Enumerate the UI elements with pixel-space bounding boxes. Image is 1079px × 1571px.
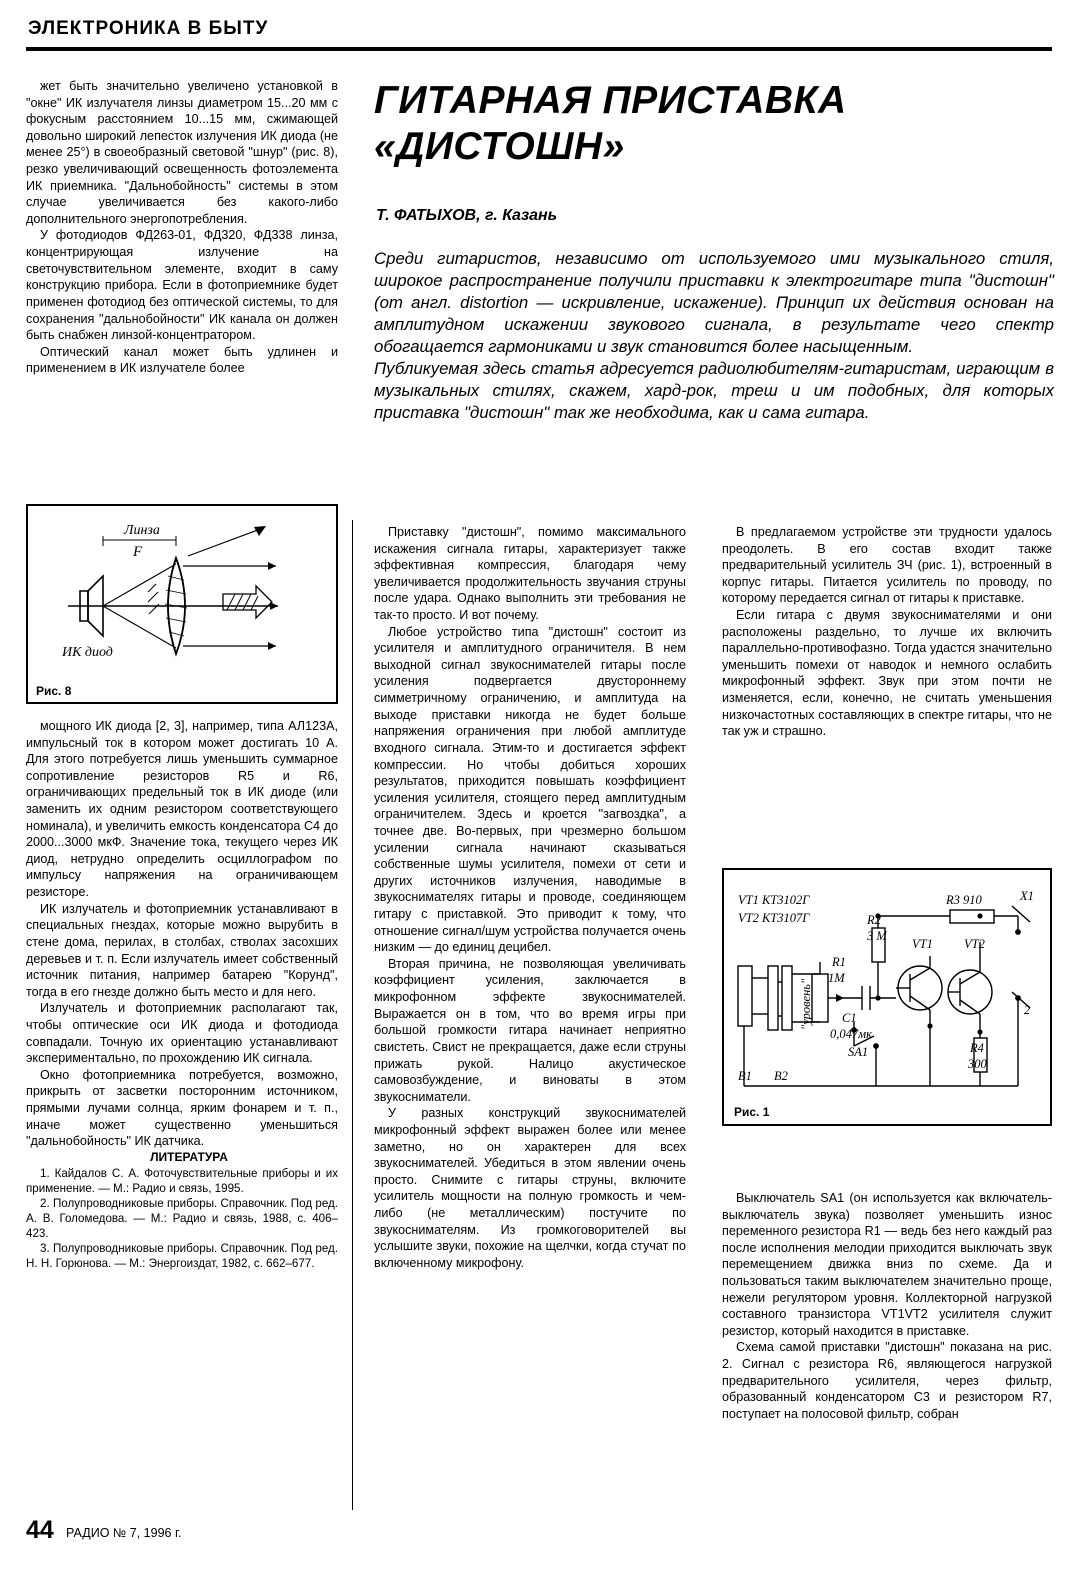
paragraph: У фотодиодов ФД263-01, ФД320, ФД338 линза, концентрирующая излучение на светочувствительном элементе, входит в саму конструкцию прибора. Если в фотоприемнике будет применен фотодиод без оптической системы, то для сохранения "дальнобойности" ИК канала он должен быть снабжен линзой-концентратором.	[26, 228, 338, 343]
column-one-top	[26, 78, 338, 377]
paragraph: Окно фотоприемника потребуется, возможно, прикрыть от засветки посторонним источником, прямыми лучами солнца, ярким фонарем и т. п., иначе может существенно уменьшиться "дальнобойность" ИК датчика.	[26, 1067, 338, 1149]
figure-8-caption: Рис. 8	[36, 684, 72, 698]
paragraph: жет быть значительно увеличено установкой в "окне" ИК излучателя линзы диаметром 15...20 мм с фокусным расстоянием 10...15 мм, сжимающей довольно широкий лепесток излучения ИК диода (не менее 25°) в своеобразный световой "шнур" (рис. 8), резко увеличивающий освещенность фотоэлемента ИК приемника. "Дальнобойность" системы в этом случае увеличивается без какого-либо дополнительного энергопотребления.	[26, 79, 338, 226]
figure-1-label-vt2-symbol: VT2	[964, 937, 985, 951]
literature-item: 3. Полупроводниковые приборы. Справочник. Под ред. Н. Н. Горюнова. — М.: Энергоиздат, 1982, с. 662–677.	[26, 1241, 338, 1271]
paragraph: Приставку "дистошн", помимо максимального искажения сигнала гитары, характеризует также эффективная компрессия, благодаря чему увеличивается продолжительность звучания струны после удара. Однако выполнить эти требования не так-то просто. И вот почему.	[374, 525, 686, 623]
figure-8-focus-label: F	[133, 544, 143, 560]
figure-1-label-b1: B1	[738, 1069, 752, 1083]
figure-1-schematic	[724, 870, 1050, 1124]
figure-1-label-r1: R1	[832, 955, 846, 969]
paragraph: Схема самой приставки "дистошн" показана на рис. 2. Сигнал с резистора R6, являющегося нагрузкой предварительного усилителя, через фильтр, образованный конденсатором С3 и резистором R7, поступает на полосовой фильтр, собран	[722, 1340, 1052, 1421]
column-one-bottom	[26, 718, 338, 1271]
column-three-top	[722, 524, 1052, 740]
figure-8-drawing	[28, 506, 336, 702]
page-number: 44	[26, 1516, 54, 1544]
paragraph: Выключатель SA1 (он используется как включатель-выключатель звука) позволяет уменьшить износ переменного резистора R1 — ведь без него каждый раз после исполнения мелодии приходится выключать звук перемещением движка вниз по схеме. Да и пользоваться таким выключателем значительно проще, нежели регулятором уровня. Коллекторной нагрузкой составного транзистора VT1VT2 усилителя служит резистор, который находится в приставке.	[722, 1191, 1052, 1338]
figure-1-label-b2: B2	[774, 1069, 788, 1083]
paragraph: Если гитара с двумя звукоснимателями и они расположены раздельно, то лучше их включить параллельно-противофазно. Тогда удастся значительно уменьшить помехи от наводок и немного ослабить микрофонный эффект. Звук при этом почти не изменяется, если, конечно, не считать уменьшения низкочастотных составляющих в спектре гитары, что не так уж и страшно.	[722, 608, 1052, 739]
article-author: Т. ФАТЫХОВ, г. Казань	[376, 207, 558, 224]
figure-1-label-level: "уровень"	[799, 978, 813, 1030]
lead-paragraph: Публикуемая здесь статья адресуется радиолюбителям-гитаристам, играющим в музыкальных стилях, скажем, хард-рок, треш и им подобных, для которых приставка "дистошн" так же необходима, как и сама гитара.	[374, 359, 1054, 422]
article-title	[374, 78, 1054, 170]
literature-item: 1. Кайдалов С. А. Фоточувствительные приборы и их применение. — М.: Радио и связь, 1995.	[26, 1166, 338, 1195]
column-three-bottom	[722, 1190, 1052, 1423]
figure-1-label-pin2: 2	[1024, 1003, 1031, 1017]
paragraph: ИК излучатель и фотоприемник устанавливают в специальных гнездах, которые можно вырубить в стене дома, перилах, в столбах, стволах засохших деревьев и т. п. Если излучатель имеет собственный источник питания, например батарею "Корунд", тогда в его гнезде должно быть место и для него.	[26, 901, 338, 999]
figure-1-label-sa1: SA1	[848, 1045, 869, 1059]
figure-1-label-x1: X1	[1020, 889, 1034, 903]
paragraph: В предлагаемом устройстве эти трудности удалось преодолеть. В его состав входит также предварительный усилитель ЗЧ (рис. 1), встроенный в корпус гитары. Питается усилитель по проводу, по которому передается сигнал от гитары к приставке.	[722, 525, 1052, 606]
header-divider	[26, 47, 1052, 51]
figure-1-label-c1-value: 0,047мк	[830, 1027, 872, 1041]
article-title-line-2: «ДИСТОШН»	[374, 125, 625, 169]
paragraph: Вторая причина, не позволяющая увеличивать коэффициент усиления, заключается в микрофонном эффекте звукоснимателей. Выражается он в том, что во время игры при большой громкости гитара начинает неприятно свистеть. Свист не прекращается, даже если струны прижать рукой. Налицо акустическое самовозбуждение, и виноваты в этом звукосниматели.	[374, 956, 686, 1104]
figure-1-label-r2: R2	[867, 913, 881, 927]
page-rubric: ЭЛЕКТРОНИКА В БЫТУ	[28, 18, 269, 39]
figure-1-caption: Рис. 1	[734, 1105, 770, 1119]
figure-1	[722, 868, 1052, 1126]
figure-1-label-vt2: VT2 КТ3107Г	[738, 911, 810, 925]
figure-1-label-vt1-symbol: VT1	[912, 937, 933, 951]
paragraph: У разных конструкций звукоснимателей микрофонный эффект выражен более или менее заметно, но он характерен для всех звукоснимателей. Убедиться в этом явлении очень просто. Снимите с гитары струны, включите усилитель мощности на полную громкость и чем-либо (не металлическим) постучите по звукоснимателям. Из громкоговорителей вы услышите звуки, похожие на щелчки, когда стучат по включенному микрофону.	[374, 1106, 686, 1270]
figure-8-diode-label: ИК диод	[62, 645, 113, 660]
paragraph: Излучатель и фотоприемник располагают так, чтобы оптические оси ИК диода и фотодиода совпадали. Точную их ориентацию устанавливают экспериментально, по прохождению ИК сигнала.	[26, 1001, 338, 1066]
figure-1-label-c1: C1	[842, 1011, 857, 1025]
figure-1-label-vt1: VT1 КТ3102Г	[738, 893, 810, 907]
column-divider	[352, 520, 353, 1510]
literature-heading: ЛИТЕРАТУРА	[150, 1149, 228, 1164]
literature-item: 2. Полупроводниковые приборы. Справочник. Под ред. А. В. Голомедова. — М.: Радио и связь, 1988, с. 406– 423.	[26, 1196, 338, 1240]
paragraph: Оптический канал может быть удлинен и применением в ИК излучателе более	[26, 344, 338, 376]
figure-1-label-r2-value: 3 М	[867, 929, 887, 943]
figure-1-label-r4-value: 300	[968, 1057, 987, 1071]
article-lead	[374, 248, 1054, 424]
paragraph: Любое устройство типа "дистошн" состоит из усилителя и амплитудного ограничителя. В нем выходной сигнал звукоснимателей гитары после усиления подвергается двустороннему симметричному ограничению, и амплитуда на выходе приставки никогда не будет больше напряжения ограничения при любой амплитуде входного сигнала. Этим-то и достигается эффект компрессии. Но чтобы добиться хороших результатов, приходится повышать коэффициент усиления усилителя, стоящего перед амплитудным ограничителем. Здесь и кроется "загвоздка", а точнее две. Во-первых, при чрезмерно большом усилении сигнала начинают сказываться собственные шумы усилителя, помехи от сети и других источников излучения, наводимые в звукоснимателях гитары и проводе, соединяющем гитару с приставкой. Это приводит к тому, что отношение сигнал/шум устройства получается очень низким — до единиц децибел.	[374, 624, 686, 955]
article-title-line-1: ГИТАРНАЯ ПРИСТАВКА	[374, 79, 847, 122]
lead-paragraph: Среди гитаристов, независимо от используемого ими музыкального стиля, широкое распространение получили приставки к электрогитаре типа "дистошн" (от англ. distortion — искривление, искажение). Принцип их действия основан на амплитудном искажении звукового сигнала, в результате чего спектр обогащается гармониками и звук становится более насыщенным.	[374, 249, 1054, 356]
footer-issue: РАДИО № 7, 1996 г.	[66, 1526, 182, 1540]
figure-8	[26, 504, 338, 704]
figure-1-label-r1-value: 1М	[828, 971, 845, 985]
figure-1-label-r3: R3 910	[946, 893, 982, 907]
figure-1-label-r4: R4	[970, 1041, 984, 1055]
paragraph: мощного ИК диода [2, 3], например, типа АЛ123А, импульсный ток в котором может достигать 10 А. Для этого потребуется лишь уменьшить суммарное сопротивление резисторов R5 и R6, ограничивающих предельный ток в ИК диоде (или заменить их одним резистором соответствующего номинала), и увеличить емкость конденсатора С4 до 2000...3000 мкФ. Значение тока, текущего через ИК диод, нетрудно определить осциллографом по импульсу напряжения на ограничивающем резисторе.	[26, 719, 338, 900]
figure-8-lens-label: Линза	[124, 523, 160, 538]
column-two	[374, 524, 686, 1271]
